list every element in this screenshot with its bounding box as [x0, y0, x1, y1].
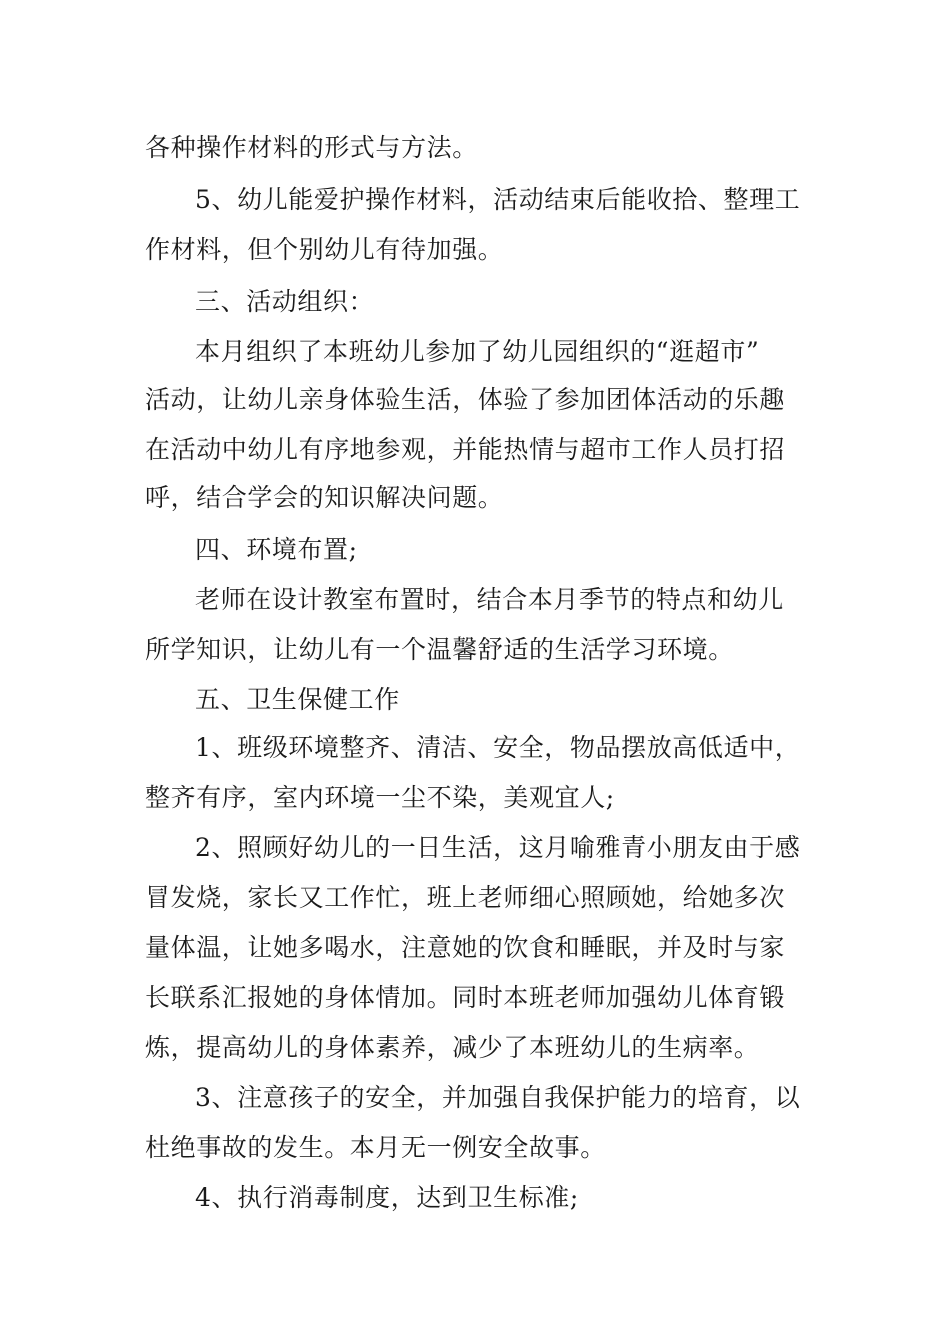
text-line: 冒发烧，家长又工作忙，班上老师细心照顾她，给她多次	[145, 883, 786, 912]
text-line: 整齐有序，室内环境一尘不染，美观宜人;	[145, 783, 615, 812]
section-heading: 五、卫生保健工作	[195, 685, 400, 714]
text-line: 各种操作材料的形式与方法。	[145, 133, 478, 162]
text-line: 长联系汇报她的身体情加。同时本班老师加强幼儿体育锻	[145, 983, 786, 1012]
text-line: 呼，结合学会的知识解决问题。	[145, 483, 504, 512]
text-line: 本月组织了本班幼儿参加了幼儿园组织的“逛超市”	[195, 337, 760, 366]
text-line: 作材料，但个别幼儿有待加强。	[145, 235, 504, 264]
text-line: 在活动中幼儿有序地参观，并能热情与超市工作人员打招	[145, 435, 786, 464]
text-line: 杜绝事故的发生。本月无一例安全故事。	[145, 1133, 606, 1162]
text-line: 活动，让幼儿亲身体验生活，体验了参加团体活动的乐趣	[145, 385, 786, 414]
text-line: 量体温，让她多喝水，注意她的饮食和睡眠，并及时与家	[145, 933, 786, 962]
text-line: 4、执行消毒制度，达到卫生标准;	[195, 1183, 579, 1212]
section-heading: 四、环境布置;	[195, 535, 358, 564]
text-line: 3、注意孩子的安全，并加强自我保护能力的培育，以	[195, 1083, 801, 1112]
text-line: 2、照顾好幼儿的一日生活，这月喻雅青小朋友由于感	[195, 833, 801, 862]
text-line: 炼，提高幼儿的身体素养，减少了本班幼儿的生病率。	[145, 1033, 760, 1062]
text-line: 1、班级环境整齐、清洁、安全，物品摆放高低适中，	[195, 733, 801, 762]
text-line: 5、幼儿能爱护操作材料，活动结束后能收拾、整理工	[195, 185, 801, 214]
text-line: 老师在设计教室布置时，结合本月季节的特点和幼儿	[195, 585, 784, 614]
text-line: 所学知识，让幼儿有一个温馨舒适的生活学习环境。	[145, 635, 734, 664]
section-heading: 三、活动组织：	[195, 287, 375, 316]
